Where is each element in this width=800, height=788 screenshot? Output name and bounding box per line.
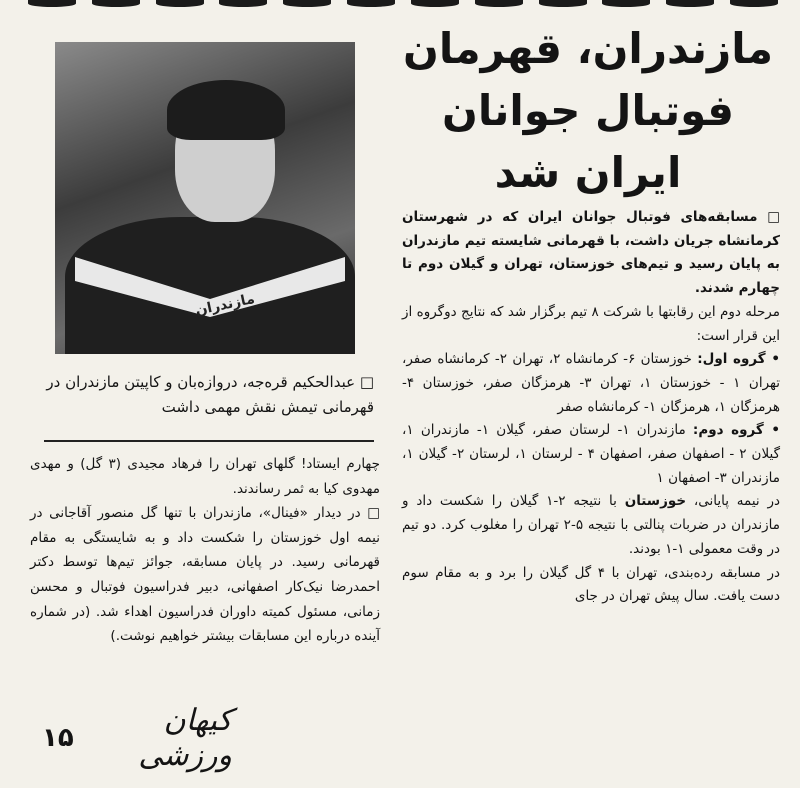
group1-label: • گروه اول: [697, 351, 780, 368]
semifinal-paragraph [402, 490, 780, 561]
article-intro: □ مسابقه‌های فوتبال جوانان ایران که در شهرستان کرمانشاه جریان داشت، با قهرمانی شایسته تیم مازندران به پایان رسید و تیم‌های خوزستان، تهران و گیلان دوم تا چهارم شدند. [402, 209, 780, 297]
goalkeeper-photo [55, 42, 355, 354]
group2-paragraph [402, 419, 780, 490]
top-border-decoration [28, 0, 778, 10]
group1-paragraph [402, 348, 780, 419]
semifinal-prefix: در نیمه پایانی، [693, 493, 780, 510]
publication-logo: کیهان ورزشی [138, 703, 232, 773]
article-left-column [30, 452, 380, 649]
photo-caption: □ عبدالحکیم قره‌جه، دروازه‌بان و کاپیتن مازندران در قهرمانی تیمش نقش مهمی داشت [46, 373, 374, 416]
hair-shape [167, 80, 285, 140]
group2-label: • گروه دوم: [692, 422, 781, 439]
continued-paragraph: چهارم ایستاد! گلهای تهران را فرهاد مجیدی (۳ گل) و مهدی مهدوی کیا به ثمر رساندند. [30, 456, 380, 497]
page-number: ۱۵ [42, 723, 74, 753]
classification-paragraph: در مسابقه رده‌بندی، تهران با ۴ گل گیلان را برد و به مقام سوم دست یافت. سال پیش تهران در جای [402, 564, 780, 605]
headline-line-3: ایران شد [494, 148, 682, 197]
headline-line-1: مازندران، قهرمان [403, 24, 773, 73]
headline [398, 18, 778, 204]
semifinal-text: با نتیجه ۲-۱ گیلان را شکست داد و مازندران در ضربات پنالتی با نتیجه ۵-۲ تهران را مغلوب کرد. دو تیم در وقت معمولی ۱-۱ بودند. [402, 493, 780, 557]
headline-line-2: فوتبال جوانان [442, 86, 734, 135]
article-stage2: مرحله دوم این رقابتها با شرکت ۸ تیم برگزار شد که نتایج دوگروه از این قرار است: [402, 303, 780, 344]
final-paragraph: □ در دیدار «فینال»، مازندران با تنها گل منصور آقاجانی در نیمه اول خوزستان را شکست داد و به شایستگی به مقام قهرمانی رسید. در پایان مسابقه، جوائز تیم‌ها توسط دکتر احمدرضا نیک‌کار اصفهانی، دبیر فدراسیون فوتبال و محسن زمانی، مسئول کمیته داوران فدراسیون اهداء شد. (در شماره آینده درباره این مسابقات بیشتر خواهیم نوشت.) [30, 505, 380, 645]
group1-results: خوزستان ۶- کرمانشاه ۲، تهران ۲- کرمانشاه صفر، تهران ۱ - خوزستان ۱، تهران ۳- هرمزگان صفر، خوزستان ۴- هرمزگان ۱، هرمزگان ۱- کرمانشاه صفر [402, 351, 780, 415]
column-divider [44, 440, 374, 442]
article-right-column [402, 206, 780, 609]
jacket-text: مازندران [193, 290, 257, 320]
group2-results: مازندران ۱- لرستان صفر، گیلان ۱- مازندران ۱، گیلان ۲ - اصفهان صفر، اصفهان ۴ - لرستان ۱، لرستان ۲- گیلان ۱، مازندران ۳- اصفهان ۱ [402, 422, 780, 486]
page-footer [42, 703, 232, 773]
semifinal-team: خوزستان [624, 493, 687, 510]
